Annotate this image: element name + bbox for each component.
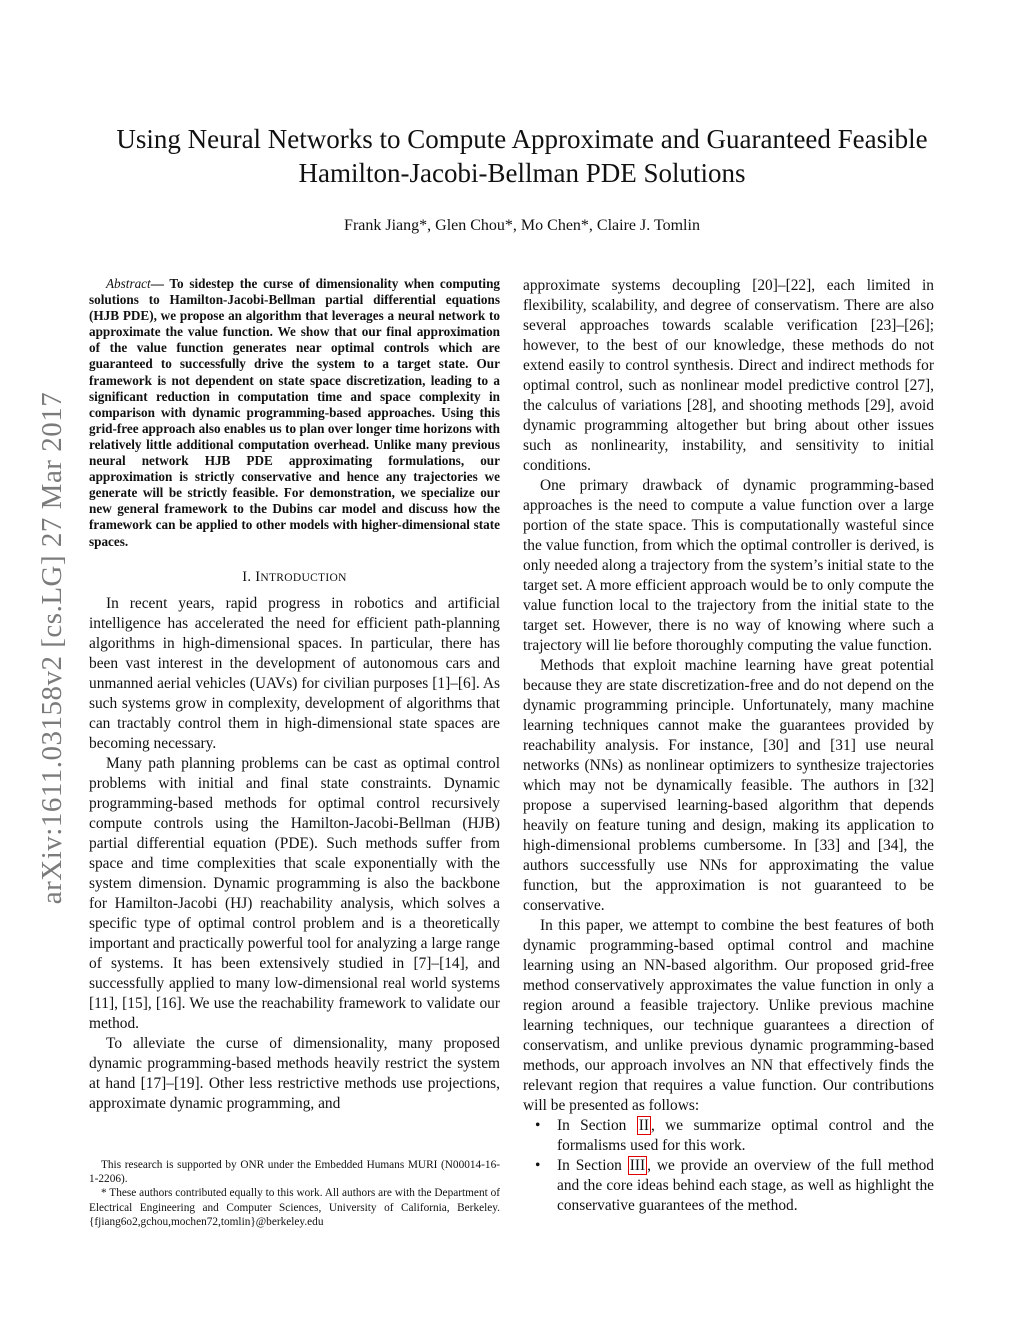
abstract-dash: —	[150, 276, 164, 291]
paper-title	[60, 122, 984, 190]
abstract-label: Abstract	[106, 276, 151, 291]
left-column	[89, 276, 500, 1114]
right-column	[523, 276, 934, 1216]
left-paragraph-1: In recent years, rapid progress in robotics and artificial intelligence has accelerated the need for efficient path-planning algorithms in high-dimensional spaces. In particular, there has been vast interest in the development of autonomous cars and unmanned aerial vehicles (UAVs) for civilian purposes [1]–[6]. As such systems grow in complexity, development of algorithms that can tractably control them in high-dimensional state spaces are becoming necessary.	[89, 594, 500, 752]
arxiv-identifier-stamp: arXiv:1611.03158v2 [cs.LG] 27 Mar 2017	[36, 391, 68, 905]
left-paragraph-3: To alleviate the curse of dimensionality, many proposed dynamic programming-based methods heavily restrict the system at hand [17]–[19]. Other less restrictive methods use projections, approximate dynamic programming, and	[89, 1034, 500, 1112]
footnote-affiliation: * These authors contributed equally to this work. All authors are with the Department of Electrical Engineering and Computer Sciences, University of California, Berkeley. {fjiang6o2,gchou,mochen72,tomlin}@berkeley.edu	[89, 1187, 500, 1228]
left-paragraph-2: Many path planning problems can be cast as optimal control problems with initial and final state constraints. Dynamic programming-based methods for optimal control recursively compute controls using the Hamilton-Jacobi-Bellman (HJB) partial differential equation (PDE). Such methods suffer from space and time complexities that scale exponentially with the system dimension. Dynamic programming is also the backbone for Hamilton-Jacobi (HJ) reachability analysis, which solves a specific type of optimal control problem and is a theoretically important and practically powerful tool for analyzing a large range of systems. It has been extensively studied in [7]–[14], and successfully applied to many low-dimensional real world systems [11], [15], [16]. We use the reachability framework to validate our method.	[89, 754, 500, 1032]
author-list: Frank Jiang*, Glen Chou*, Mo Chen*, Claire J. Tomlin	[344, 217, 700, 234]
list-item: • In Section II , we summarize optimal control and the formalisms used for this work.	[535, 1117, 934, 1154]
abstract-text: To sidestep the curse of dimensionality when computing solutions to Hamilton-Jacobi-Bellman partial differential equations (HJB PDE), we propose an algorithm that leverages a neural network to approximate the value function. We show that our final approximation of the value function generates near optimal controls which are guaranteed to successfully drive the system to a target state. Our framework is not dependent on state space discretization, leading to a significant reduction in computation time and space complexity in comparison with dynamic programming-based approaches. Using this grid-free approach also enables us to plan over longer time horizons with relatively little additional computation overhead. Unlike many previous neural network HJB PDE approximating formulations, our approximation is strictly conservative and hence any trajectories we generate will be strictly feasible. For demonstration, we specialize our new general framework to the Dubins car model and discuss how the framework can be applied to other models with higher-dimensional state spaces.	[89, 276, 500, 549]
title-line-2: Hamilton-Jacobi-Bellman PDE Solutions	[298, 158, 746, 188]
right-paragraph-1: approximate systems decoupling [20]–[22], each limited in flexibility, scalability, and degree of conservatism. There are also several approaches towards scalable verification [23]–[26]; however, to the best of our knowledge, these methods do not extend easily to control synthesis. Direct and indirect methods for optimal control, such as nonlinear model predictive control [27], the calculus of variations [28], and shooting methods [29], avoid dynamic programming altogether but bring about other issues such as nonlinearity, instability, and sensitivity to initial conditions.	[523, 277, 934, 474]
right-paragraph-4: In this paper, we attempt to combine the best features of both dynamic programming-based optimal control and machine learning using an NN-based algorithm. Our proposed grid-free method conservatively approximates the value function in only a region around a feasible trajectory. Unlike previous machine learning techniques, our technique guarantees a direction of conservatism, and unlike previous dynamic programming-based methods, our approach involves an NN that effectively finds the relevant region that requires a value function. Our contributions will be presented as follows:	[523, 917, 934, 1114]
list-item: • In Section III , we provide an overview of the full method and the core ideas behind each stage, as well as highlight the conservative guarantees of the method.	[535, 1157, 934, 1214]
contributions-list	[523, 1116, 934, 1216]
section-ref-link[interactable]: III	[629, 1157, 646, 1174]
bullet-icon: •	[535, 1157, 541, 1174]
section-heading-introduction: I. INTRODUCTION	[242, 568, 347, 585]
abstract	[89, 276, 500, 550]
title-line-1: Using Neural Networks to Compute Approximate and Guaranteed Feasible	[116, 124, 928, 154]
section-ref-link[interactable]: II	[638, 1117, 649, 1134]
right-paragraph-3: Methods that exploit machine learning have great potential because they are state discretization-free and do not depend on the dynamic programming principle. Unfortunately, many machine learning techniques cannot make the guarantees provided by reachability analysis. For instance, [30] and [31] use neural networks (NNs) as nonlinear optimizers to synthesize trajectories which may not be dynamically feasible. The authors in [32] propose a supervised learning-based algorithm that depends heavily on feature tuning and design, making its application to high-dimensional problems cumbersome. In [33] and [34], the authors successfully use NNs for approximating the value function, but the approximation is not guaranteed to be conservative.	[523, 657, 934, 914]
footnotes	[89, 1158, 500, 1229]
footnote-funding: This research is supported by ONR under the Embedded Humans MURI (N00014-16-1-2206).	[89, 1159, 500, 1186]
bullet-icon: •	[535, 1117, 541, 1134]
right-paragraph-2: One primary drawback of dynamic programming-based approaches is the need to compute a value function over a large portion of the state space. This is computationally wasteful since the value function, from which the optimal controller is derived, is only needed along a trajectory from the system’s initial state to the target set. A more efficient approach would be to only compute the value function local to the trajectory from the initial state to the target set. However, there is no way of knowing where such a trajectory will lie before thoroughly computing the value function.	[523, 477, 934, 654]
